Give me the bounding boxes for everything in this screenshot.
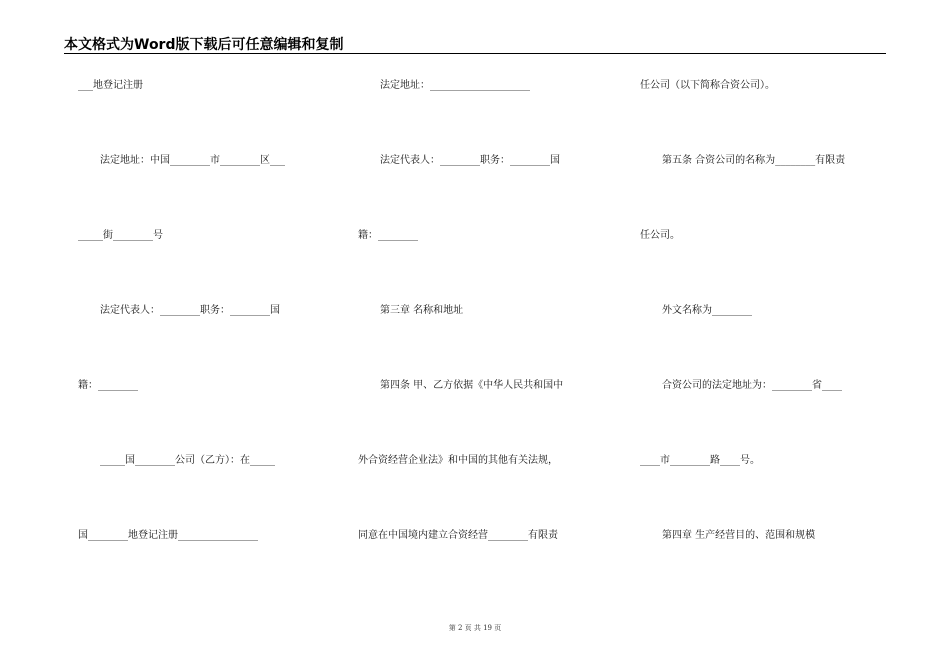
col3-line-1: 任公司（以下简称合资公司）。 [640, 80, 775, 91]
col1-line-1: ___地登记注册 [78, 80, 143, 91]
col2-line-5: 第四条 甲、乙方依据《中华人民共和国中 [380, 380, 564, 391]
col3-line-4: 外文名称为________ [662, 305, 752, 316]
col2-line-2: 法定代表人：________职务：________国 [380, 155, 560, 166]
col2-chapter-heading: 第三章 名称和地址 [380, 305, 464, 316]
col1-line-6: _____国________公司（乙方）：在_____ [100, 455, 275, 466]
col3-line-2: 第五条 合资公司的名称为________有限责 [662, 155, 846, 166]
col2-line-6: 外合资经营企业法》和中国的其他有关法规， [358, 455, 558, 466]
col2-line-3: 籍：________ [358, 230, 418, 241]
col1-line-3: _____街________号 [78, 230, 163, 241]
col1-line-7: 国________地登记注册________________ [78, 530, 258, 541]
col1-line-5: 籍：________ [78, 380, 138, 391]
col3-chapter-heading: 第四章 生产经营目的、范围和规模 [662, 530, 816, 541]
document-header-title: 本文格式为Word版下载后可任意编辑和复制 [64, 37, 344, 53]
col3-line-5: 合资公司的法定地址为：________省____ [662, 380, 842, 391]
header-divider [64, 53, 886, 54]
col2-line-7: 同意在中国境内建立合资经营________有限责 [358, 530, 558, 541]
col3-line-6: ____市________路____号。 [640, 455, 760, 466]
col2-line-1: 法定地址：____________________ [380, 80, 530, 91]
col3-line-3: 任公司。 [640, 230, 680, 241]
page-number-footer: 第 2 页 共 19 页 [448, 624, 502, 632]
col1-line-2: 法定地址：中国________市________区___ [100, 155, 285, 166]
col1-line-4: 法定代表人：________职务：________国 [100, 305, 280, 316]
